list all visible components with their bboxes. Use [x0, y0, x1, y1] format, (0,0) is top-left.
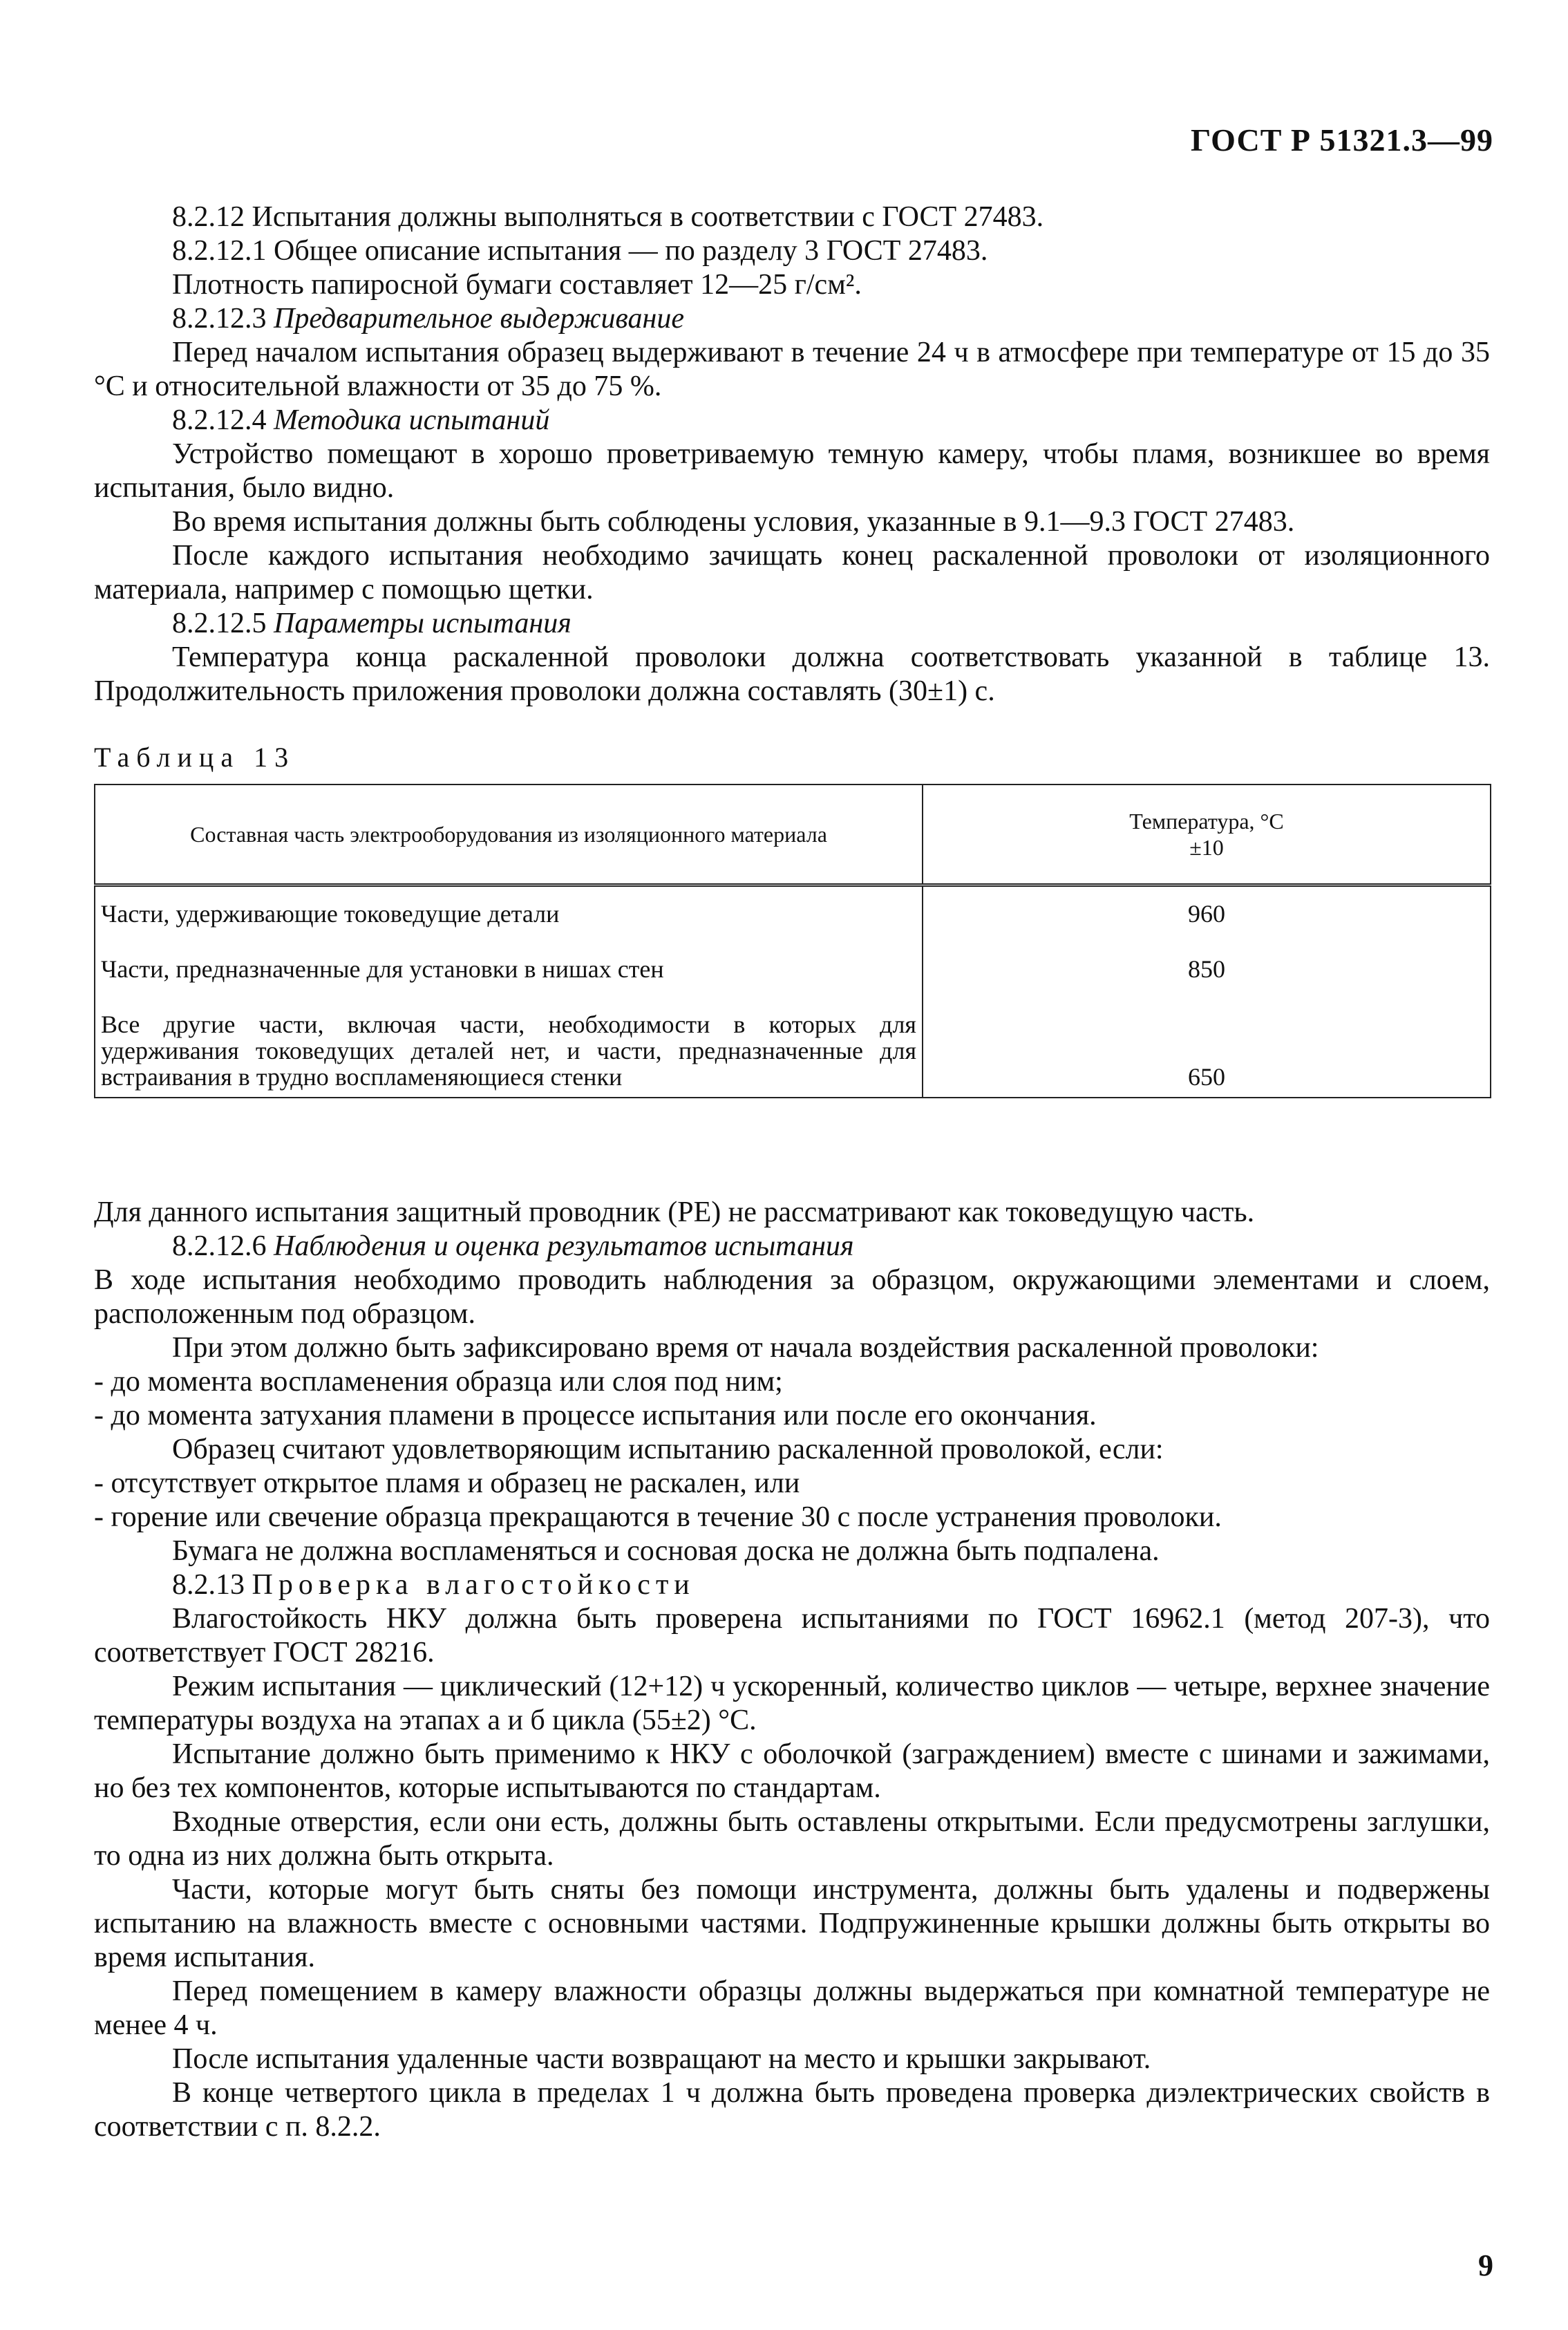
section-heading [94, 404, 1490, 438]
section-number: 8.2.13 [172, 1569, 245, 1601]
section-title: Наблюдения и оценка результатов испытания [274, 1230, 854, 1262]
list-item: - отсутствует открытое пламя и образец не раскален, или [94, 1467, 800, 1499]
paragraph: После каждого испытания необходимо зачищать конец раскаленной проволоки от изоляционного материала, например с помощью щетки. [94, 540, 1490, 605]
cell-part: Все другие части, включая части, необходимости в которых для удерживания токоведущих деталей нет, и части, предназначенные для встраивания в трудно воспламеняющиеся стенки [95, 1004, 923, 1098]
table-caption: Таблица 13 [94, 742, 296, 773]
paragraph: Испытание должно быть применимо к НКУ с оболочкой (заграждением) вместе с шинами и зажимами, но без тех компонентов, которые испытываются по стандартам. [94, 1738, 1490, 1804]
section-heading [94, 302, 1490, 336]
section-title: Предварительное выдерживание [274, 303, 684, 335]
page-number: 9 [1478, 2248, 1493, 2282]
column-header-temperature [923, 785, 1491, 885]
table-row [95, 885, 1491, 950]
paragraph: Для данного испытания защитный проводник (PE) не рассматривают как токоведущую часть. [94, 1196, 1255, 1228]
paragraph: Перед началом испытания образец выдерживают в течение 24 ч в атмосфере при температуре от 15 до 35 °С и относительной влажности от 35 до 75 %. [94, 337, 1490, 402]
paragraph: Во время испытания должны быть соблюдены условия, указанные в 9.1—9.3 ГОСТ 27483. [172, 506, 1295, 538]
text-block-bottom [94, 1196, 1490, 2144]
list-item: - до момента воспламенения образца или слоя под ним; [94, 1366, 783, 1398]
paragraph: Температура конца раскаленной проволоки должна соответствовать указанной в таблице 13. Продолжительность приложения проволоки должна составлять (30±1) с. [94, 641, 1490, 707]
section-title: Методика испытаний [274, 404, 550, 436]
cell-temperature: 850 [923, 949, 1491, 1004]
section-number: 8.2.12.3 [172, 303, 267, 335]
text-block-top [94, 200, 1490, 708]
paragraph: Плотность папиросной бумаги составляет 12—25 г/см². [172, 269, 862, 301]
paragraph: Режим испытания — циклический (12+12) ч ускоренный, количество циклов — четыре, верхнее значение температуры воздуха на этапах а и б цикла (55±2) °С. [94, 1671, 1490, 1736]
paragraph: При этом должно быть зафиксировано время от начала воздействия раскаленной проволоки: [172, 1332, 1319, 1364]
column-header-part: Составная часть электрооборудования из изоляционного материала [95, 785, 923, 885]
cell-part: Части, удерживающие токоведущие детали [95, 885, 923, 950]
paragraph: Образец считают удовлетворяющим испытанию раскаленной проволокой, если: [172, 1434, 1164, 1465]
section-title: Проверка влагостойкости [252, 1569, 695, 1601]
section-number: 8.2.12.4 [172, 404, 267, 436]
section-title: Параметры испытания [274, 608, 572, 639]
list-item: - до момента затухания пламени в процессе испытания или после его окончания. [94, 1400, 1097, 1431]
table-row [95, 949, 1491, 1004]
cell-temperature: 960 [923, 885, 1491, 950]
paragraph: 8.2.12.1 Общее описание испытания — по разделу 3 ГОСТ 27483. [172, 235, 988, 267]
paragraph: Входные отверстия, если они есть, должны быть оставлены открытыми. Если предусмотрены заглушки, то одна из них должна быть открыта. [94, 1806, 1490, 1872]
temperature-table [94, 784, 1491, 1098]
cell-temperature: 650 [923, 1004, 1491, 1098]
section-number: 8.2.12.6 [172, 1230, 267, 1262]
header-temperature-label: Температура, °С [1129, 809, 1284, 834]
header-temperature-tolerance: ±10 [1189, 835, 1224, 860]
paragraph: В ходе испытания необходимо проводить наблюдения за образцом, окружающими элементами и слоем, расположенным под образцом. [94, 1264, 1490, 1330]
paragraph: Влагостойкость НКУ должна быть проверена испытаниями по ГОСТ 16962.1 (метод 207-3), что соответствует ГОСТ 28216. [94, 1603, 1490, 1669]
paragraph: После испытания удаленные части возвращают на место и крышки закрывают. [172, 2043, 1151, 2075]
list-item: - горение или свечение образца прекращаются в течение 30 с после устранения проволоки. [94, 1501, 1222, 1533]
section-heading [94, 607, 1490, 641]
table-header-row [95, 785, 1491, 885]
section-number: 8.2.12.5 [172, 608, 267, 639]
table-row [95, 1004, 1491, 1098]
section-heading [94, 1230, 1490, 1263]
document-header: ГОСТ Р 51321.3—99 [1191, 122, 1493, 158]
cell-part: Части, предназначенные для установки в нишах стен [95, 949, 923, 1004]
paragraph: Устройство помещают в хорошо проветриваемую темную камеру, чтобы пламя, возникшее во время испытания, было видно. [94, 438, 1490, 504]
paragraph: В конце четвертого цикла в пределах 1 ч должна быть проведена проверка диэлектрических свойств в соответствии с п. 8.2.2. [94, 2077, 1490, 2143]
section-heading [94, 1568, 1490, 1602]
paragraph: Бумага не должна воспламеняться и сосновая доска не должна быть подпалена. [172, 1535, 1160, 1567]
paragraph: Части, которые могут быть сняты без помощи инструмента, должны быть удалены и подвержены испытанию на влажность вместе с основными частями. Подпружиненные крышки должны быть открыты во время испытания. [94, 1874, 1490, 1973]
paragraph: 8.2.12 Испытания должны выполняться в соответствии с ГОСТ 27483. [172, 201, 1044, 233]
paragraph: Перед помещением в камеру влажности образцы должны выдержаться при комнатной температуре не менее 4 ч. [94, 1975, 1490, 2041]
